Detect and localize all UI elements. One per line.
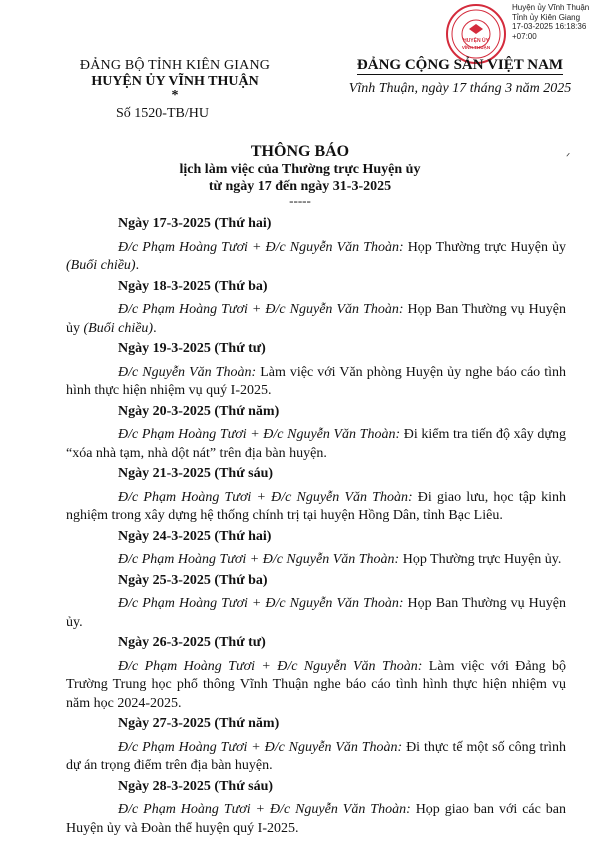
entry-activity: Họp Ban Thường vụ Huyện ủy [66,302,566,336]
document-subtitle: lịch làm việc của Thường trực Huyện ủy [179,162,421,177]
entry-people: Đ/c Phạm Hoàng Tươi + Đ/c Nguyễn Văn Thoàn: [118,552,400,567]
entry-activity: Họp giao ban với các ban Huyện ủy và Đoàn thể huyện quý I-2025. [66,802,566,836]
issuer-header [60,58,290,102]
schedule-entry [66,465,566,526]
entry-note: (Buổi chiều) [66,258,136,273]
svg-text:VĨNH THUẬN: VĨNH THUẬN [461,45,491,50]
entry-day: Ngày 19-3-2025 (Thứ tư) [118,341,266,356]
document-number: Số 1520-TB/HU [116,106,209,121]
national-header [330,56,590,97]
digital-signature-info [512,3,589,41]
entry-people: Đ/c Phạm Hoàng Tươi + Đ/c Nguyễn Văn Thoàn: [118,427,401,442]
entry-activity: Đi giao lưu, học tập kinh nghiệm trong xây dựng hệ thống chính trị tại huyện Hồng Dân, tỉnh Bạc Liêu. [66,489,566,523]
entry-people: Đ/c Nguyễn Văn Thoàn: [118,364,257,380]
entry-day: Ngày 26-3-2025 (Thứ tư) [118,635,266,650]
entry-description [66,595,566,632]
entry-people: Đ/c Phạm Hoàng Tươi + Đ/c Nguyễn Văn Thoàn: [118,658,423,674]
schedule-entry [66,278,566,339]
signature-line: Huyện ủy Vĩnh Thuận [512,3,590,12]
schedule-entry [66,715,566,776]
document-title-block [0,142,600,207]
entry-description [66,301,566,338]
entry-note: (Buổi chiều) [83,320,154,336]
entry-description [66,551,566,570]
schedule-entry [66,528,566,570]
schedule-entry [66,340,566,401]
entry-activity: Đi kiểm tra tiến độ xây dựng “xóa nhà tạm, nhà dột nát” trên địa bàn huyện. [66,427,566,461]
schedule-entry [66,403,566,464]
entry-activity: Làm việc với Đảng bộ Trường Trung học phổ thông Vĩnh Thuận nghe báo cáo tình hình thực hiện nhiệm vụ năm học 2024-2025. [66,658,566,711]
schedule-entry [66,778,566,839]
national-title: ĐẢNG CỘNG SẢN VIỆT NAM [356,57,564,73]
entry-people: Đ/c Phạm Hoàng Tươi + Đ/c Nguyễn Văn Thoàn: [118,596,404,611]
entry-activity: Đi thực tế một số công trình dự án trọng điểm trên địa bàn huyện. [66,739,566,773]
entry-description [66,489,566,526]
entry-description [66,658,566,714]
entry-day: Ngày 21-3-2025 (Thứ sáu) [118,466,274,481]
party-committee-district: HUYỆN ỦY VĨNH THUẬN [91,74,259,89]
entry-activity: Họp Thường trực Huyện ủy [403,239,566,255]
entry-day: Ngày 28-3-2025 (Thứ sáu) [118,778,274,794]
entry-description [66,239,566,276]
signature-line: Tỉnh ủy Kiên Giang [512,12,581,22]
entry-people: Đ/c Phạm Hoàng Tươi + Đ/c Nguyễn Văn Thoàn: [118,489,413,505]
entry-people: Đ/c Phạm Hoàng Tươi + Đ/c Nguyễn Văn Thoàn: [118,302,404,317]
title-separator: ----- [289,193,311,208]
pen-mark: ᐟ [566,152,571,163]
entry-day: Ngày 25-3-2025 (Thứ ba) [118,572,268,588]
entry-people: Đ/c Phạm Hoàng Tươi + Đ/c Nguyễn Văn Thoàn: [118,239,404,255]
entry-description [66,364,566,401]
entry-activity: Họp Ban Thường vụ Huyện ủy. [66,596,566,630]
svg-text:HUYỆN ỦY: HUYỆN ỦY [463,38,489,44]
entry-day: Ngày 20-3-2025 (Thứ năm) [118,403,280,419]
document-date-range: từ ngày 17 đến ngày 31-3-2025 [208,179,392,194]
entry-description [66,801,566,838]
party-committee-province: ĐẢNG BỘ TỈNH KIÊN GIANG [79,58,271,73]
document-title: THÔNG BÁO [250,143,350,160]
schedule-entry [66,572,566,633]
entry-people: Đ/c Phạm Hoàng Tươi + Đ/c Nguyễn Văn Thoàn: [118,802,411,817]
header-asterisk: * [171,88,179,103]
entry-end: . [135,258,140,273]
entry-day: Ngày 27-3-2025 (Thứ năm) [118,716,280,731]
entry-activity: Làm việc với Văn phòng Huyện ủy nghe báo cáo tình hình thực hiện nhiệm vụ quý I-2025. [66,364,567,398]
schedule-list [66,215,566,840]
issue-date: Vĩnh Thuận, ngày 17 tháng 3 năm 2025 [348,81,572,96]
schedule-entry [66,634,566,713]
entry-day: Ngày 18-3-2025 (Thứ ba) [118,278,268,294]
entry-people: Đ/c Phạm Hoàng Tươi + Đ/c Nguyễn Văn Thoàn: [118,739,403,755]
entry-description [66,739,566,776]
entry-description [66,426,566,463]
entry-day: Ngày 17-3-2025 (Thứ hai) [118,216,272,231]
entry-end: . [153,320,157,336]
signature-line: +07:00 [512,31,537,41]
entry-day: Ngày 24-3-2025 (Thứ hai) [118,528,272,544]
schedule-entry [66,215,566,276]
signature-line: 17-03-2025 16:18:36 [512,22,587,31]
entry-activity: Họp Thường trực Huyện ủy. [399,552,562,567]
